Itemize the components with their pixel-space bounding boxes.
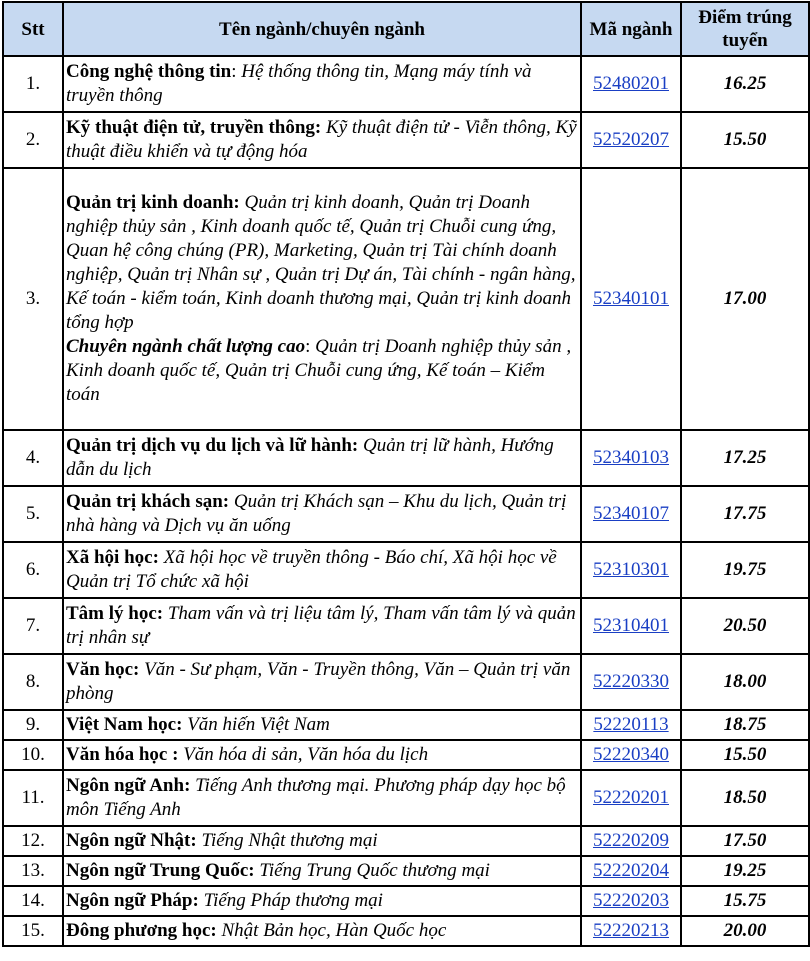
row-major — [63, 886, 581, 916]
major-name: Việt Nam học: — [66, 714, 183, 735]
major-code-link[interactable]: 52220204 — [593, 860, 669, 881]
major-specializations: Văn hóa di sản, Văn hóa du lịch — [183, 744, 429, 765]
row-score: 20.00 — [681, 916, 809, 946]
header-stt: Stt — [3, 2, 63, 56]
row-code — [581, 168, 681, 430]
major-name: Quản trị dịch vụ du lịch và lữ hành: — [66, 435, 359, 456]
row-score: 17.25 — [681, 430, 809, 486]
major-specializations: Tiếng Anh thương mại. Phương pháp dạy học bộ môn Tiếng Anh — [66, 775, 566, 820]
major-code-link[interactable]: 52310401 — [593, 615, 669, 636]
major-name: Tâm lý học: — [66, 603, 164, 624]
table-row — [3, 916, 809, 946]
table-row — [3, 430, 809, 486]
table-row — [3, 740, 809, 770]
major-specializations: Tiếng Pháp thương mại — [203, 890, 383, 911]
row-code — [581, 740, 681, 770]
major-name: Công nghệ thông tin — [66, 61, 232, 82]
header-code: Mã ngành — [581, 2, 681, 56]
header-score: Điểm trúng tuyển — [681, 2, 809, 56]
major-code-link[interactable]: 52220330 — [593, 671, 669, 692]
row-stt: 12. — [3, 826, 63, 856]
row-score: 20.50 — [681, 598, 809, 654]
row-major: Quản trị kinh doanh: Quản trị kinh doanh, Quản trị Doanh nghiệp thủy sản , Kinh doanh quốc tế, Quản trị Chuỗi cung ứng, Quan hệ công chúng (PR), Marketing, Quản trị Tài chính doanh nghiệp, Quản trị Nhân sự , Quản trị Dự án, Tài chính - ngân hàng, Kế toán - kiểm toán, Kinh doanh thương mại, Quản trị kinh doanh tổng hợp Chuyên ngành chất lượng cao: Quản trị Doanh nghiệp thủy sản , Kinh doanh quốc tế, Quản trị Chuỗi cung ứng, Kế toán – Kiểm toán — [63, 168, 581, 430]
row-code — [581, 56, 681, 112]
row-score: 17.75 — [681, 486, 809, 542]
major-code-link[interactable]: 52220203 — [593, 890, 669, 911]
row-code — [581, 710, 681, 740]
row-score: 19.75 — [681, 542, 809, 598]
row-major — [63, 916, 581, 946]
major-code-link[interactable]: 52310301 — [593, 559, 669, 580]
major-code-link[interactable]: 52340103 — [593, 447, 669, 468]
major-name: Ngôn ngữ Trung Quốc: — [66, 860, 255, 881]
major-specializations: Văn hiến Việt Nam — [187, 714, 330, 735]
table-row — [3, 542, 809, 598]
major-specializations: Quản trị kinh doanh, Quản trị Doanh nghiệp thủy sản , Kinh doanh quốc tế, Quản trị Chuỗi cung ứng, Quan hệ công chúng (PR), Marketing, Quản trị Tài chính doanh nghiệp, Quản trị Nhân sự , Quản trị Dự án, Tài chính - ngân hàng, Kế toán - kiểm toán, Kinh doanh thương mại, Quản trị kinh doanh tổng hợp — [66, 192, 576, 333]
row-code — [581, 856, 681, 886]
major-specializations: Tiếng Trung Quốc thương mại — [259, 860, 490, 881]
major-name: Ngôn ngữ Nhật: — [66, 830, 197, 851]
header-row — [3, 2, 809, 56]
major-name: Đông phương học: — [66, 920, 217, 941]
row-score: 15.50 — [681, 740, 809, 770]
row-major — [63, 112, 581, 168]
row-code — [581, 542, 681, 598]
table-row — [3, 598, 809, 654]
row-score: 15.75 — [681, 886, 809, 916]
row-score: 16.25 — [681, 56, 809, 112]
row-major — [63, 770, 581, 826]
row-code — [581, 430, 681, 486]
row-major — [63, 486, 581, 542]
major-name: Xã hội học: — [66, 547, 159, 568]
major-specializations: Nhật Bản học, Hàn Quốc học — [221, 920, 447, 941]
row-code — [581, 654, 681, 710]
row-stt: 1. — [3, 56, 63, 112]
row-code — [581, 112, 681, 168]
table-row — [3, 112, 809, 168]
major-name: Văn học: — [66, 659, 140, 680]
row-major — [63, 710, 581, 740]
major-code-link[interactable]: 52520207 — [593, 129, 669, 150]
major-code-link[interactable]: 52480201 — [593, 73, 669, 94]
row-score: 17.00 — [681, 168, 809, 430]
row-stt: 8. — [3, 654, 63, 710]
major-specializations: Tiếng Nhật thương mại — [201, 830, 378, 851]
major-specializations: Văn - Sư phạm, Văn - Truyền thông, Văn – Quản trị văn phòng — [66, 659, 571, 704]
major-name: Ngôn ngữ Anh: — [66, 775, 191, 796]
table-row — [3, 886, 809, 916]
row-code — [581, 598, 681, 654]
table-row — [3, 826, 809, 856]
table-row — [3, 654, 809, 710]
row-major — [63, 542, 581, 598]
table-row — [3, 770, 809, 826]
major-code-link[interactable]: 52220209 — [593, 830, 669, 851]
row-major — [63, 654, 581, 710]
row-code — [581, 916, 681, 946]
major-name: Quản trị khách sạn: — [66, 491, 230, 512]
row-stt: 6. — [3, 542, 63, 598]
table-row — [3, 710, 809, 740]
row-stt: 9. — [3, 710, 63, 740]
row-score: 18.50 — [681, 770, 809, 826]
table-row — [3, 56, 809, 112]
major-specializations: Hệ thống thông tin, Mạng máy tính và truyền thông — [66, 61, 532, 106]
high-quality-label: Chuyên ngành chất lượng cao — [66, 336, 306, 357]
major-code-link[interactable]: 52220113 — [593, 714, 669, 735]
table-row — [3, 856, 809, 886]
row-major: Công nghệ thông tin: Hệ thống thông tin, Mạng máy tính và truyền thông — [63, 56, 581, 112]
row-code — [581, 770, 681, 826]
admission-table — [2, 1, 810, 947]
major-name: Quản trị kinh doanh: — [66, 192, 240, 213]
table-row — [3, 168, 809, 430]
major-code-link[interactable]: 52340101 — [593, 288, 669, 309]
major-specializations: Tham vấn và trị liệu tâm lý, Tham vấn tâm lý và quản trị nhân sự — [66, 603, 576, 648]
major-code-link[interactable]: 52220201 — [593, 787, 669, 808]
high-quality-specializations: Quản trị Doanh nghiệp thủy sản , Kinh doanh quốc tế, Quản trị Chuỗi cung ứng, Kế toán – Kiểm toán — [66, 336, 572, 405]
major-name: Kỹ thuật điện tử, truyền thông: — [66, 117, 322, 138]
row-code — [581, 826, 681, 856]
major-code-link[interactable]: 52220213 — [593, 920, 669, 941]
row-code — [581, 486, 681, 542]
major-code-link[interactable]: 52220340 — [593, 744, 669, 765]
row-stt: 10. — [3, 740, 63, 770]
major-specializations: Kỹ thuật điện tử - Viễn thông, Kỹ thuật điều khiển và tự động hóa — [66, 117, 577, 162]
table-row — [3, 486, 809, 542]
row-stt: 13. — [3, 856, 63, 886]
row-stt: 15. — [3, 916, 63, 946]
row-score: 18.75 — [681, 710, 809, 740]
major-specializations: Xã hội học về truyền thông - Báo chí, Xã hội học về Quản trị Tổ chức xã hội — [66, 547, 557, 592]
row-stt: 4. — [3, 430, 63, 486]
row-score: 17.50 — [681, 826, 809, 856]
row-score: 15.50 — [681, 112, 809, 168]
header-name: Tên ngành/chuyên ngành — [63, 2, 581, 56]
major-code-link[interactable]: 52340107 — [593, 503, 669, 524]
row-major — [63, 740, 581, 770]
row-major — [63, 826, 581, 856]
row-stt: 11. — [3, 770, 63, 826]
row-stt: 7. — [3, 598, 63, 654]
row-code — [581, 886, 681, 916]
major-specializations: Quản trị lữ hành, Hướng dẫn du lịch — [66, 435, 554, 480]
major-name: Văn hóa học : — [66, 744, 179, 765]
row-stt: 14. — [3, 886, 63, 916]
row-major — [63, 856, 581, 886]
row-stt: 3. — [3, 168, 63, 430]
row-score: 19.25 — [681, 856, 809, 886]
major-name: Ngôn ngữ Pháp: — [66, 890, 199, 911]
row-major — [63, 430, 581, 486]
row-stt: 2. — [3, 112, 63, 168]
row-stt: 5. — [3, 486, 63, 542]
row-major — [63, 598, 581, 654]
major-specializations: Quản trị Khách sạn – Khu du lịch, Quản trị nhà hàng và Dịch vụ ăn uống — [66, 491, 567, 536]
row-score: 18.00 — [681, 654, 809, 710]
